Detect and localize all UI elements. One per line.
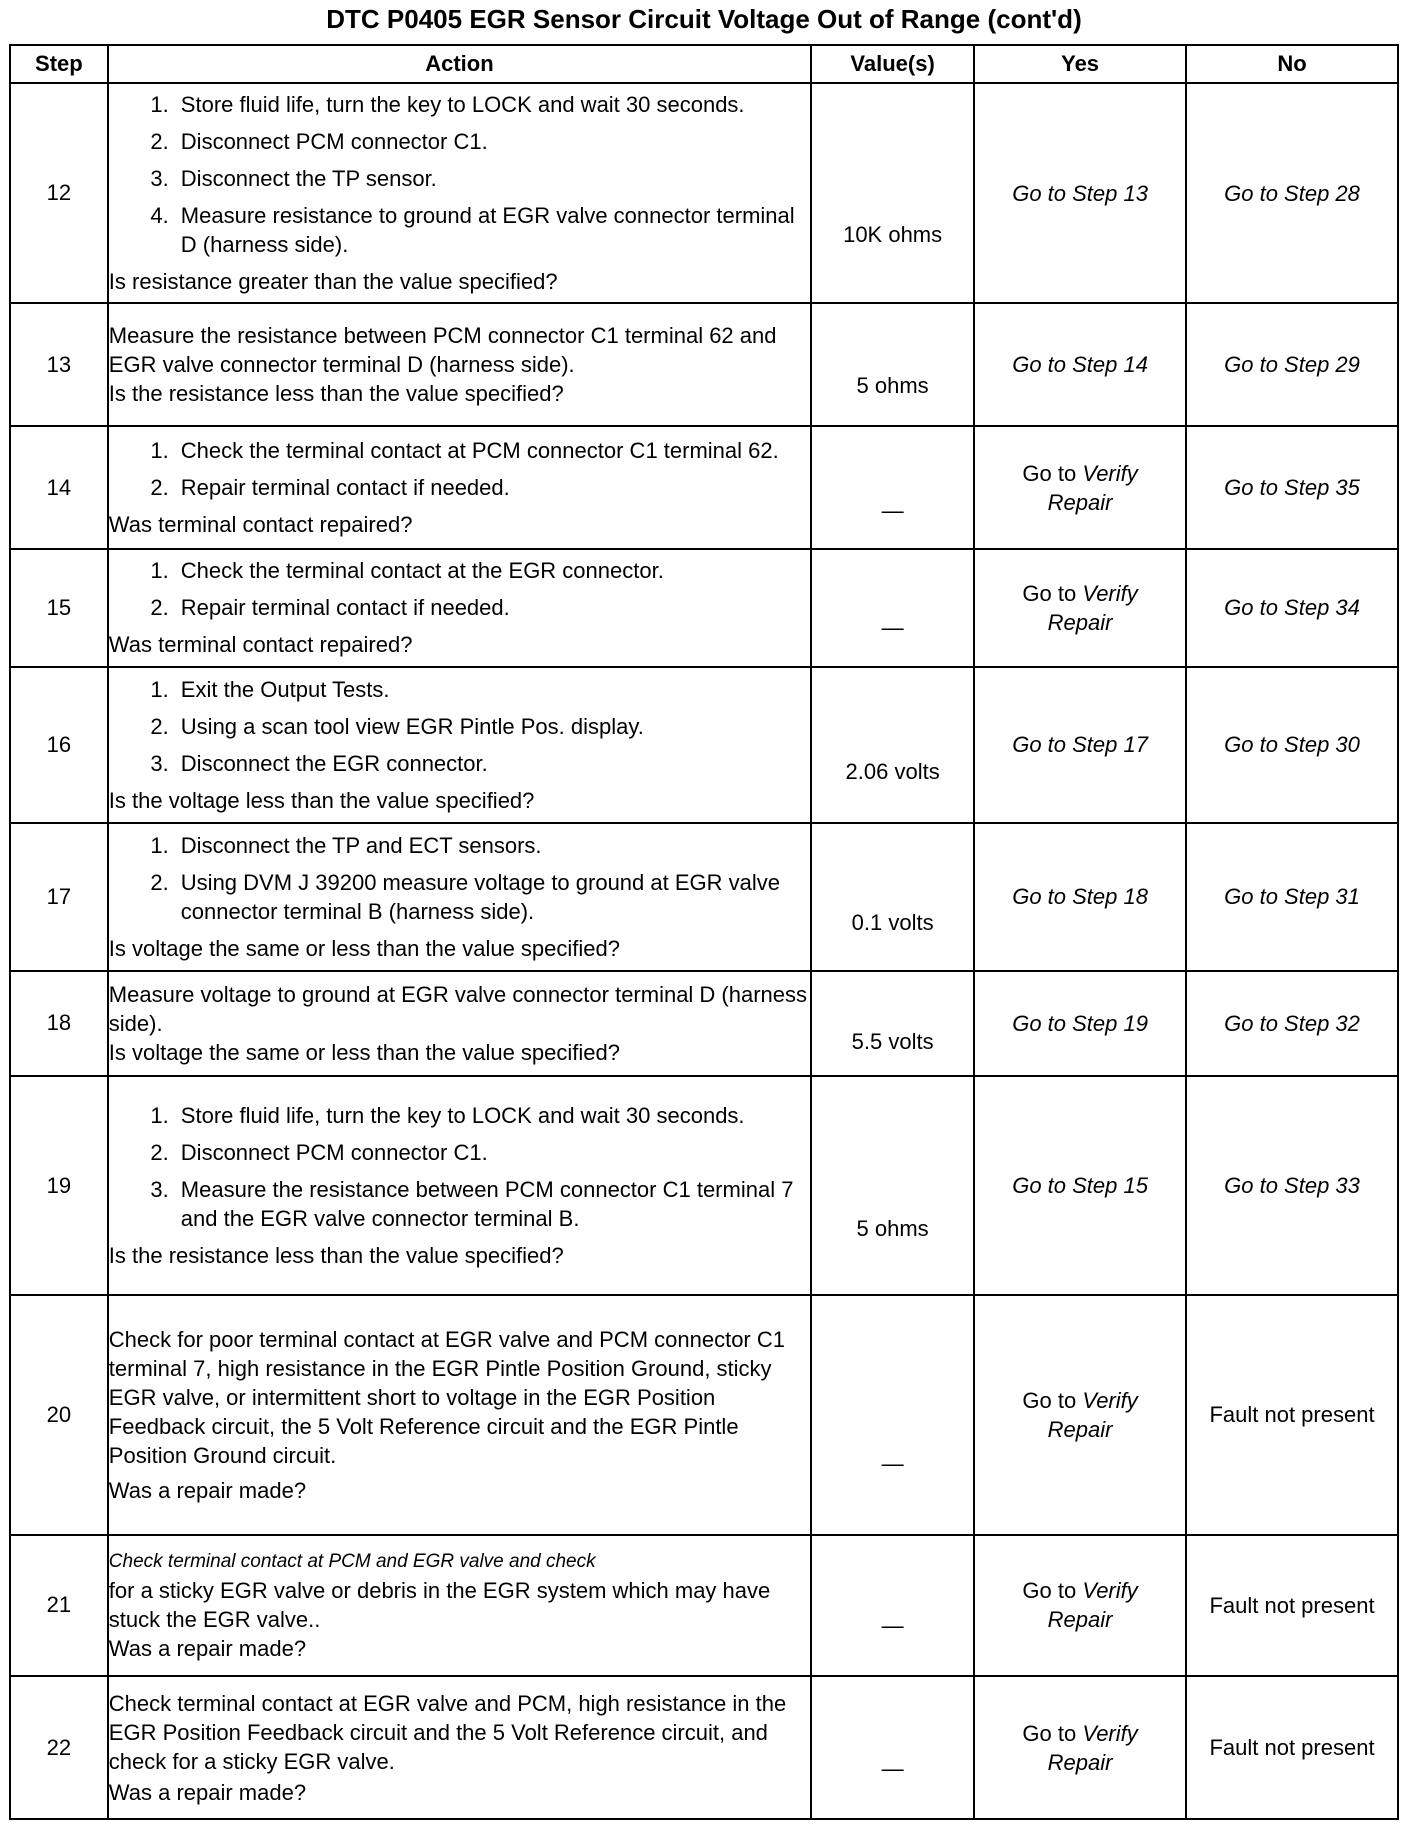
value-text: 5.5 volts xyxy=(851,1029,934,1055)
action-cell xyxy=(108,823,811,971)
no-result: Go to Step 28 xyxy=(1186,83,1398,303)
action-question: Was a repair made? xyxy=(108,1477,307,1503)
list-item: 2. Using a scan tool view EGR Pintle Pos. display. xyxy=(175,712,810,741)
no-result: Go to Step 30 xyxy=(1186,667,1398,823)
yes-result xyxy=(974,1676,1186,1819)
no-result: Go to Step 32 xyxy=(1186,971,1398,1076)
step-number: 22 xyxy=(10,1676,108,1819)
header-yes: Yes xyxy=(974,45,1186,83)
no-result: Fault not present xyxy=(1186,1535,1398,1677)
action-cell xyxy=(108,971,811,1076)
action-list xyxy=(109,556,810,622)
table-row xyxy=(10,303,1398,426)
step-number: 14 xyxy=(10,426,108,549)
list-item: 2. Repair terminal contact if needed. xyxy=(175,593,810,622)
action-list xyxy=(109,831,810,926)
list-item: 3. Disconnect the EGR connector. xyxy=(175,749,810,778)
yes-result xyxy=(974,549,1186,667)
list-item: 1. Disconnect the TP and ECT sensors. xyxy=(175,831,810,860)
yes-result xyxy=(974,426,1186,549)
table-row xyxy=(10,1535,1398,1677)
yes-italic: Repair xyxy=(1047,489,1113,515)
list-item: 1. Store fluid life, turn the key to LOCK and wait 30 seconds. xyxy=(175,1101,810,1130)
value-cell xyxy=(811,549,974,667)
no-result: Go to Step 31 xyxy=(1186,823,1398,971)
action-question: Was terminal contact repaired? xyxy=(108,632,413,658)
list-item: 2. Using DVM J 39200 measure voltage to ground at EGR valve connector terminal B (harness side). xyxy=(175,868,810,926)
list-item: 1. Check the terminal contact at the EGR connector. xyxy=(175,556,810,585)
step-number: 21 xyxy=(10,1535,108,1677)
header-values: Value(s) xyxy=(811,45,974,83)
value-cell xyxy=(811,1295,974,1534)
step-number: 13 xyxy=(10,303,108,426)
value-text: — xyxy=(881,1755,904,1781)
value-cell xyxy=(811,303,974,426)
yes-result: Go to Step 19 xyxy=(974,971,1186,1076)
action-question: Is the voltage less than the value specified? xyxy=(108,787,535,813)
yes-italic: Repair xyxy=(1047,1416,1113,1442)
action-question: Is voltage the same or less than the value specified? xyxy=(108,1039,620,1065)
header-no: No xyxy=(1186,45,1398,83)
list-item: 4. Measure resistance to ground at EGR valve connector terminal D (harness side). xyxy=(175,201,810,259)
table-row xyxy=(10,971,1398,1076)
list-item: 1. Check the terminal contact at PCM connector C1 terminal 62. xyxy=(175,436,810,465)
action-cell xyxy=(108,1535,811,1677)
action-cell xyxy=(108,549,811,667)
table-row xyxy=(10,83,1398,303)
value-text: — xyxy=(881,497,904,523)
yes-italic: Verify xyxy=(1082,1720,1138,1746)
yes-italic: Verify xyxy=(1082,580,1138,606)
yes-result: Go to Step 13 xyxy=(974,83,1186,303)
action-paragraph: Check terminal contact at PCM and EGR valve and check xyxy=(108,1551,596,1573)
value-text: 2.06 volts xyxy=(845,758,940,784)
step-number: 18 xyxy=(10,971,108,1076)
action-paragraph: Check for poor terminal contact at EGR valve and PCM connector C1 terminal 7, high resistance in the EGR Pintle Position Ground, sticky EGR valve, or intermittent short to voltage in the EGR Position Feedback circuit, the 5 Volt Reference circuit and the EGR Pintle Position Ground circuit. xyxy=(108,1326,785,1468)
yes-prefix: Go to xyxy=(1022,1578,1077,1604)
table-row xyxy=(10,549,1398,667)
list-item: 2. Disconnect PCM connector C1. xyxy=(175,127,810,156)
action-question: Was terminal contact repaired? xyxy=(108,512,413,538)
yes-italic: Verify xyxy=(1082,1387,1138,1413)
action-question: Is the resistance less than the value specified? xyxy=(108,1243,564,1269)
no-result: Go to Step 29 xyxy=(1186,303,1398,426)
action-question: Was a repair made? xyxy=(108,1636,307,1662)
value-text: — xyxy=(881,614,904,640)
page-title: DTC P0405 EGR Sensor Circuit Voltage Out of Range (cont'd) xyxy=(326,4,1082,34)
action-question: Is voltage the same or less than the value specified? xyxy=(108,935,620,961)
table-row xyxy=(10,426,1398,549)
step-number: 16 xyxy=(10,667,108,823)
header-row xyxy=(10,45,1398,83)
yes-prefix: Go to xyxy=(1022,1720,1077,1746)
value-cell xyxy=(811,971,974,1076)
value-cell xyxy=(811,426,974,549)
yes-result: Go to Step 18 xyxy=(974,823,1186,971)
value-text: — xyxy=(881,1613,904,1639)
step-number: 15 xyxy=(10,549,108,667)
yes-result: Go to Step 17 xyxy=(974,667,1186,823)
step-number: 12 xyxy=(10,83,108,303)
no-result: Go to Step 34 xyxy=(1186,549,1398,667)
action-cell xyxy=(108,667,811,823)
action-paragraph: Check terminal contact at EGR valve and PCM, high resistance in the EGR Position Feedback circuit and the 5 Volt Reference circuit, and check for a sticky EGR valve. xyxy=(108,1690,787,1774)
value-cell xyxy=(811,1076,974,1295)
value-text: — xyxy=(881,1450,904,1476)
yes-result xyxy=(974,1535,1186,1677)
step-number: 17 xyxy=(10,823,108,971)
step-number: 20 xyxy=(10,1295,108,1534)
yes-prefix: Go to xyxy=(1022,1387,1077,1413)
action-list xyxy=(109,90,810,259)
value-text: 5 ohms xyxy=(856,1215,929,1241)
yes-italic: Verify xyxy=(1082,1578,1138,1604)
action-paragraph: Measure voltage to ground at EGR valve connector terminal D (harness side). xyxy=(108,981,808,1036)
yes-result: Go to Step 14 xyxy=(974,303,1186,426)
action-cell xyxy=(108,1676,811,1819)
list-item: 3. Disconnect the TP sensor. xyxy=(175,164,810,193)
diagnostic-table xyxy=(9,44,1399,1820)
list-item: 2. Disconnect PCM connector C1. xyxy=(175,1138,810,1167)
no-result: Fault not present xyxy=(1186,1676,1398,1819)
value-text: 0.1 volts xyxy=(851,909,934,935)
action-question: Was a repair made? xyxy=(108,1779,307,1805)
list-item: 1. Store fluid life, turn the key to LOCK and wait 30 seconds. xyxy=(175,90,810,119)
action-paragraph: Measure the resistance between PCM connector C1 terminal 62 and EGR valve connector terminal D (harness side). xyxy=(108,323,777,378)
yes-italic: Repair xyxy=(1047,1607,1113,1633)
action-cell xyxy=(108,426,811,549)
action-list xyxy=(109,436,810,502)
action-question: Is resistance greater than the value specified? xyxy=(108,269,558,295)
value-cell xyxy=(811,823,974,971)
action-paragraph: for a sticky EGR valve or debris in the EGR system which may have stuck the EGR valve.. xyxy=(108,1578,771,1633)
list-item: 3. Measure the resistance between PCM connector C1 terminal 7 and the EGR valve connector terminal B. xyxy=(175,1175,810,1233)
value-cell xyxy=(811,83,974,303)
value-text: 5 ohms xyxy=(856,372,929,398)
step-number: 19 xyxy=(10,1076,108,1295)
action-cell xyxy=(108,303,811,426)
yes-italic: Verify xyxy=(1082,460,1138,486)
header-action: Action xyxy=(108,45,811,83)
value-cell xyxy=(811,1676,974,1819)
action-cell xyxy=(108,1295,811,1534)
yes-result: Go to Step 15 xyxy=(974,1076,1186,1295)
action-cell xyxy=(108,83,811,303)
no-result: Go to Step 35 xyxy=(1186,426,1398,549)
table-row xyxy=(10,1295,1398,1534)
yes-italic: Repair xyxy=(1047,1749,1113,1775)
list-item: 2. Repair terminal contact if needed. xyxy=(175,473,810,502)
action-list xyxy=(109,675,810,778)
no-result: Fault not present xyxy=(1186,1295,1398,1534)
action-list xyxy=(109,1101,810,1233)
table-row xyxy=(10,667,1398,823)
action-cell xyxy=(108,1076,811,1295)
value-text: 10K ohms xyxy=(843,222,943,248)
yes-result xyxy=(974,1295,1186,1534)
value-cell xyxy=(811,1535,974,1677)
table-row xyxy=(10,1676,1398,1819)
table-row xyxy=(10,823,1398,971)
action-question: Is the resistance less than the value specified? xyxy=(108,381,564,407)
value-cell xyxy=(811,667,974,823)
list-item: 1. Exit the Output Tests. xyxy=(175,675,810,704)
no-result: Go to Step 33 xyxy=(1186,1076,1398,1295)
table-row xyxy=(10,1076,1398,1295)
yes-prefix: Go to xyxy=(1022,580,1077,606)
header-step: Step xyxy=(10,45,108,83)
yes-prefix: Go to xyxy=(1022,460,1077,486)
yes-italic: Repair xyxy=(1047,609,1113,635)
